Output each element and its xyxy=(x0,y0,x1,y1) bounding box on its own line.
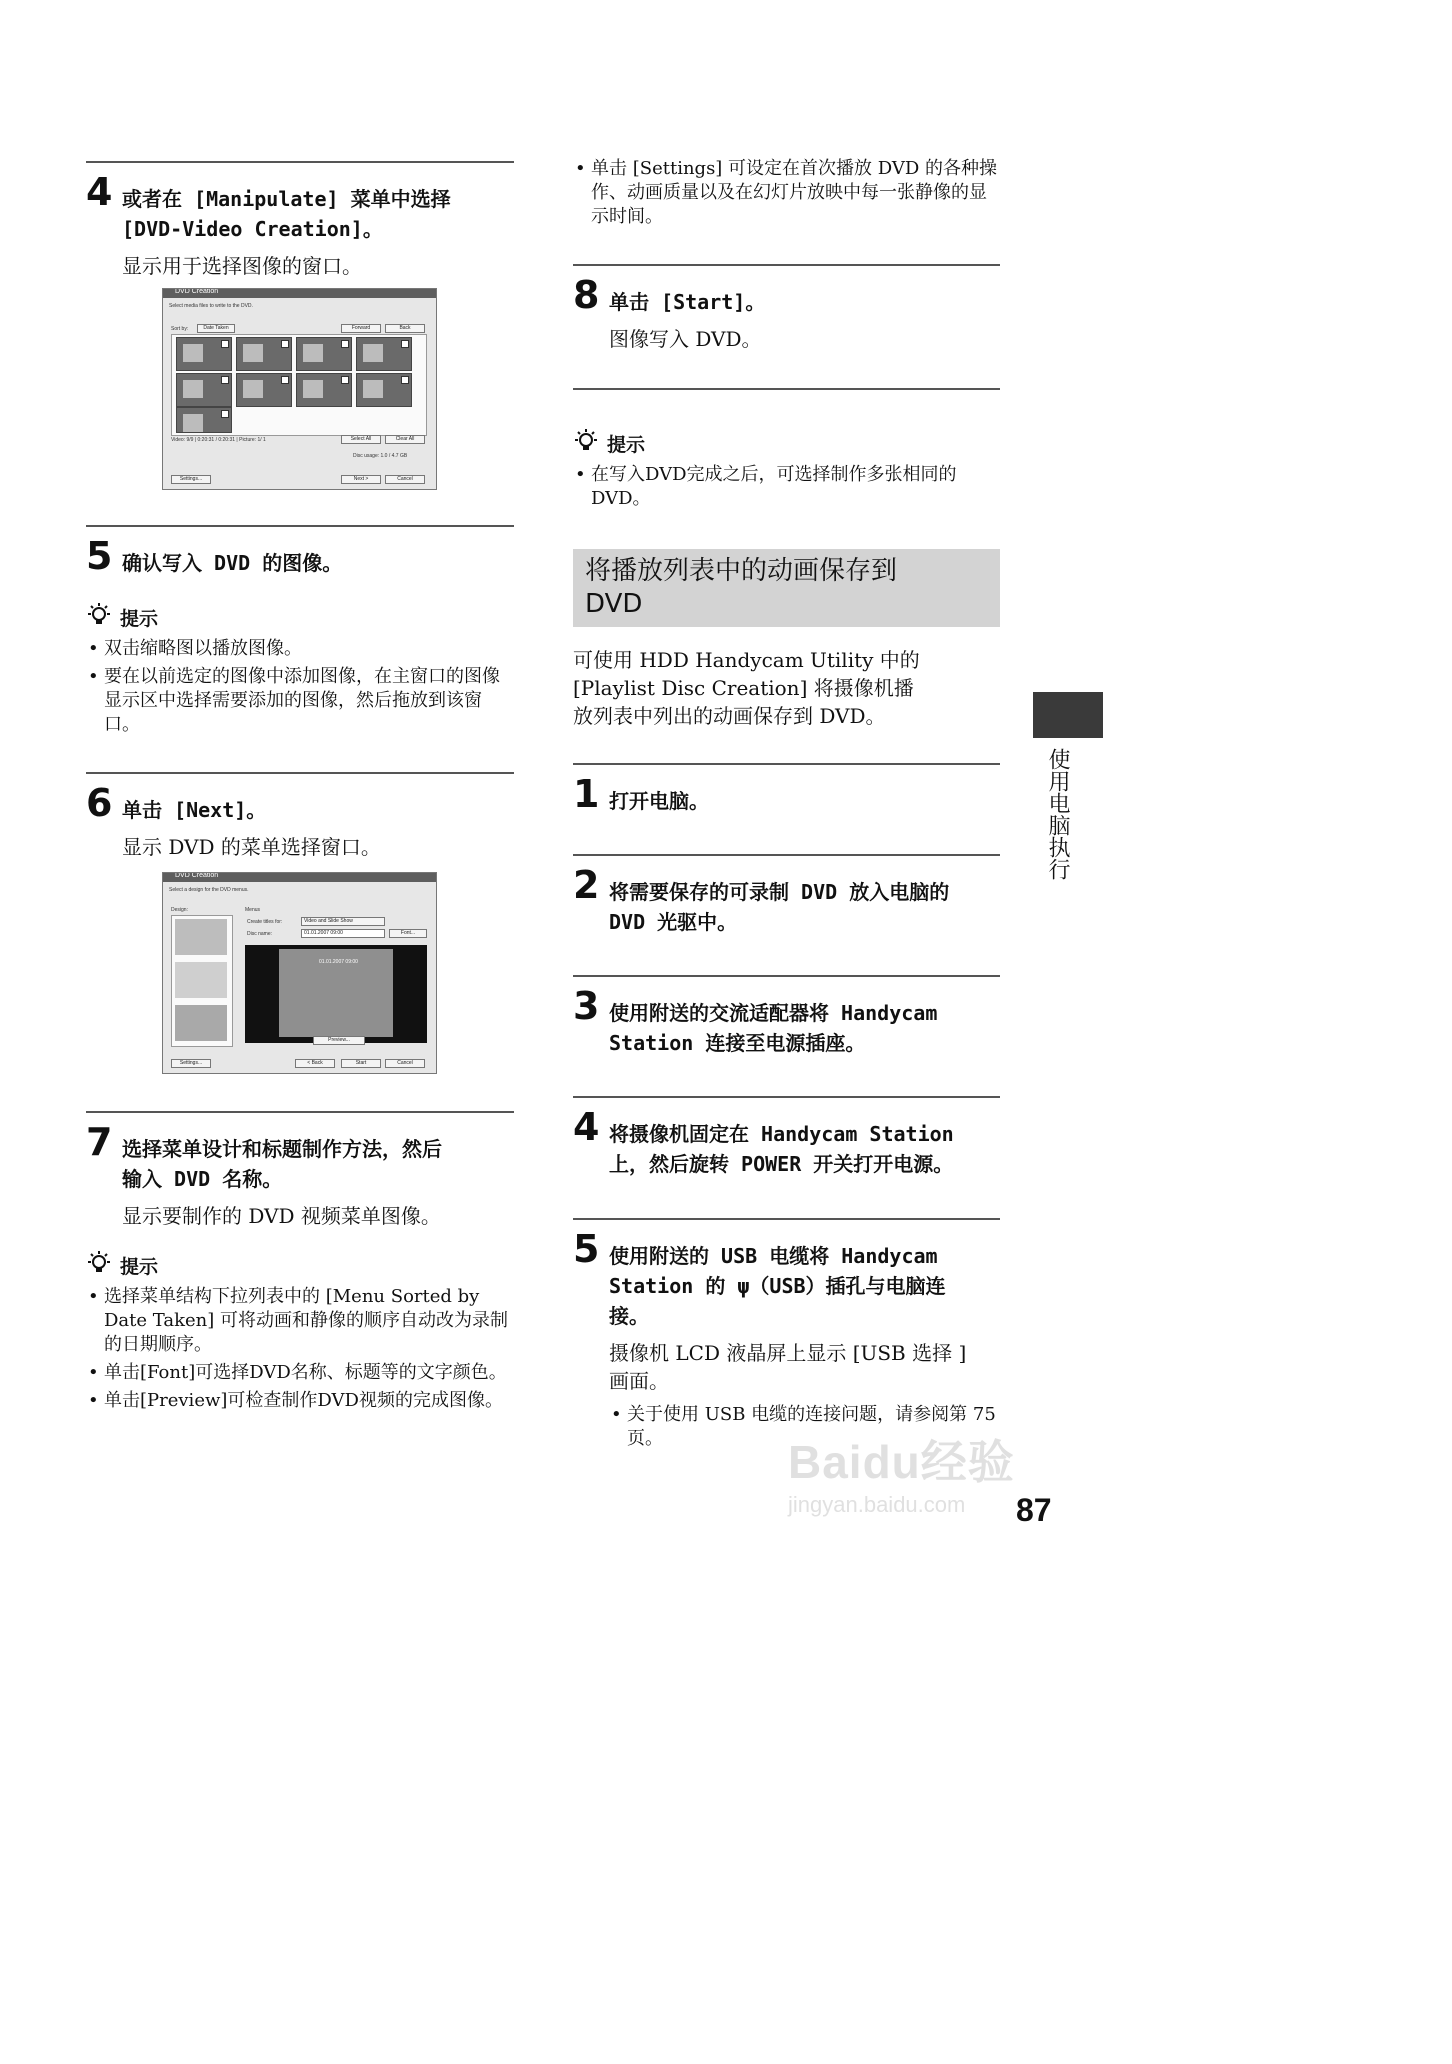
hint-list xyxy=(86,1285,514,1417)
disc-name-field: 01.01.2007 09:00 xyxy=(301,929,385,938)
hint-list xyxy=(573,463,1000,515)
list-item: • 单击[Font]可选择DVD名称、标题等的文字颜色。 xyxy=(86,1361,514,1385)
list-item: • 双击缩略图以播放图像。 xyxy=(86,637,514,661)
section-rule xyxy=(86,525,514,527)
dvd-creation-screenshot-1 xyxy=(162,288,437,490)
start-button: Start xyxy=(341,1059,381,1068)
status-text: Video: 9/9 | 0:20:31 / 0:20:31 | Picture: 1/ 1 xyxy=(171,437,266,443)
menu-preview-image xyxy=(279,949,393,1037)
step-heading: 使用附送的交流适配器将 Handycam Station 连接至电源插座。 xyxy=(609,1001,938,1055)
section-rule xyxy=(86,1111,514,1113)
thumbnail xyxy=(236,337,292,371)
watermark-brand: Baidu经验 xyxy=(788,1436,1015,1488)
preview-button: Preview... xyxy=(313,1036,365,1045)
thumbnail xyxy=(236,373,292,407)
section-rule xyxy=(86,772,514,774)
list-item: • 选择菜单结构下拉列表中的 [Menu Sorted by Date Taken] 可将动画和静像的顺序自动改为录制的日期顺序。 xyxy=(86,1285,514,1357)
step-heading: 确认写入 DVD 的图像。 xyxy=(122,551,343,575)
step-description: 显示 DVD 的菜单选择窗口。 xyxy=(122,835,381,859)
section-rule xyxy=(573,264,1000,266)
step-heading: 选择菜单设计和标题制作方法，然后 输入 DVD 名称。 xyxy=(122,1137,442,1191)
design-thumbnail xyxy=(175,1005,227,1041)
step-heading: 将需要保存的可录制 DVD 放入电脑的 DVD 光驱中。 xyxy=(609,880,950,934)
hint-title xyxy=(86,1251,158,1284)
step-description: 显示用于选择图像的窗口。 xyxy=(122,254,362,278)
thumbnail xyxy=(296,337,352,371)
lightbulb-icon xyxy=(86,1251,114,1284)
thumbnail xyxy=(176,373,232,407)
thumbnail xyxy=(176,407,232,433)
hint-label: 提示 xyxy=(607,434,646,456)
step-description: 显示要制作的 DVD 视频菜单图像。 xyxy=(122,1204,441,1228)
disc-usage-text: Disc usage: 1.0 / 4.7 GB xyxy=(353,453,408,459)
step-number: 4 xyxy=(86,170,113,214)
section-rule xyxy=(573,854,1000,856)
hint-list xyxy=(86,637,514,741)
window-titlebar xyxy=(163,873,436,882)
section-title: 将播放列表中的动画保存到 DVD xyxy=(585,556,898,619)
preview-date: 01.01.2007 09:00 xyxy=(319,959,358,965)
section-rule xyxy=(86,161,514,163)
design-thumbnail xyxy=(175,919,227,955)
step-description: 图像写入 DVD。 xyxy=(609,327,762,351)
back-button: < Back xyxy=(295,1059,335,1068)
hint-label: 提示 xyxy=(120,608,159,630)
create-titles-select: Video and Slide Show xyxy=(301,917,385,926)
step-heading: 或者在 [Manipulate] 菜单中选择 [DVD-Video Creation]。 xyxy=(122,187,451,241)
cancel-button: Cancel xyxy=(385,475,425,484)
back-button: Back xyxy=(385,324,425,333)
step-number: 5 xyxy=(573,1227,600,1271)
instruction-text: Select media files to write to the DVD. xyxy=(169,303,253,309)
step-heading: 使用附送的 USB 电缆将 Handycam Station 的 ψ（USB）插孔与电脑连 接。 xyxy=(609,1244,946,1328)
section-rule xyxy=(573,388,1000,390)
section-banner xyxy=(573,549,1000,627)
window-title: DVD Creation xyxy=(175,288,219,295)
menu-preview xyxy=(245,945,427,1043)
step-description: 摄像机 LCD 液晶屏上显示 [USB 选择 ] 画面。 xyxy=(609,1341,967,1393)
lightbulb-icon xyxy=(573,429,601,462)
sort-label: Sort by: xyxy=(171,326,189,332)
design-list xyxy=(171,915,233,1047)
forward-button: Forward xyxy=(341,324,381,333)
dvd-creation-screenshot-2 xyxy=(162,872,437,1074)
step-number: 2 xyxy=(573,863,600,907)
list-item: • 要在以前选定的图像中添加图像，在主窗口的图像显示区中选择需要添加的图像，然后拖放到该窗口。 xyxy=(86,665,514,737)
settings-note-list xyxy=(573,157,1000,233)
page-number: 87 xyxy=(1016,1492,1052,1528)
settings-button: Settings... xyxy=(171,1059,211,1068)
thumbnail-grid xyxy=(171,334,427,436)
step-heading: 打开电脑。 xyxy=(609,789,709,813)
watermark-url: jingyan.baidu.com xyxy=(788,1492,966,1517)
select-all-button: Select All xyxy=(341,435,381,444)
step-number: 3 xyxy=(573,984,600,1028)
step-number: 8 xyxy=(573,273,600,317)
hint-label: 提示 xyxy=(120,1256,159,1278)
font-button: Font... xyxy=(389,929,427,938)
thumbnail xyxy=(356,337,412,371)
window-titlebar xyxy=(163,289,436,298)
clear-all-button: Clear All xyxy=(385,435,425,444)
section-rule xyxy=(573,1096,1000,1098)
design-thumbnail xyxy=(175,962,227,998)
step-number: 7 xyxy=(86,1120,113,1164)
disc-name-label: Disc name: xyxy=(247,931,273,937)
sort-select: Date Taken xyxy=(197,324,235,333)
chapter-tab xyxy=(1033,692,1103,738)
menus-label: Menus xyxy=(245,907,261,913)
design-label: Design: xyxy=(171,907,188,913)
next-button: Next > xyxy=(341,475,381,484)
step-heading: 单击 [Next]。 xyxy=(122,798,267,822)
step-heading: 单击 [Start]。 xyxy=(609,290,766,314)
hint-title xyxy=(573,429,645,462)
thumbnail xyxy=(296,373,352,407)
step-number: 6 xyxy=(86,781,113,825)
list-item: • 关于使用 USB 电缆的连接问题，请参阅第 75 页。 xyxy=(609,1403,1000,1451)
settings-button: Settings... xyxy=(171,475,211,484)
thumbnail xyxy=(356,373,412,407)
cancel-button: Cancel xyxy=(385,1059,425,1068)
section-intro: 可使用 HDD Handycam Utility 中的 [Playlist Disc Creation] 将摄像机播 放列表中列出的动画保存到 DVD。 xyxy=(573,648,920,728)
chapter-label: 使用电脑执行 xyxy=(1045,748,1070,880)
section-rule xyxy=(573,1218,1000,1220)
list-item: • 在写入DVD完成之后，可选择制作多张相同的DVD。 xyxy=(573,463,1000,511)
list-item: • 单击[Preview]可检查制作DVD视频的完成图像。 xyxy=(86,1389,514,1413)
window-title: DVD Creation xyxy=(175,872,219,879)
baidu-watermark xyxy=(788,1418,1038,1530)
create-titles-label: Create titles for: xyxy=(247,919,283,925)
section-rule xyxy=(573,763,1000,765)
step-heading: 将摄像机固定在 Handycam Station 上，然后旋转 POWER 开关打开电源。 xyxy=(609,1122,954,1176)
instruction-text: Select a design for the DVD menus. xyxy=(169,887,249,893)
step-number: 5 xyxy=(86,534,113,578)
step-number: 1 xyxy=(573,772,600,816)
thumbnail xyxy=(176,337,232,371)
step-number: 4 xyxy=(573,1105,600,1149)
lightbulb-icon xyxy=(86,603,114,636)
list-item: • 单击 [Settings] 可设定在首次播放 DVD 的各种操作、动画质量以及在幻灯片放映中每一张静像的显示时间。 xyxy=(573,157,1000,229)
hint-title xyxy=(86,603,158,636)
section-rule xyxy=(573,975,1000,977)
